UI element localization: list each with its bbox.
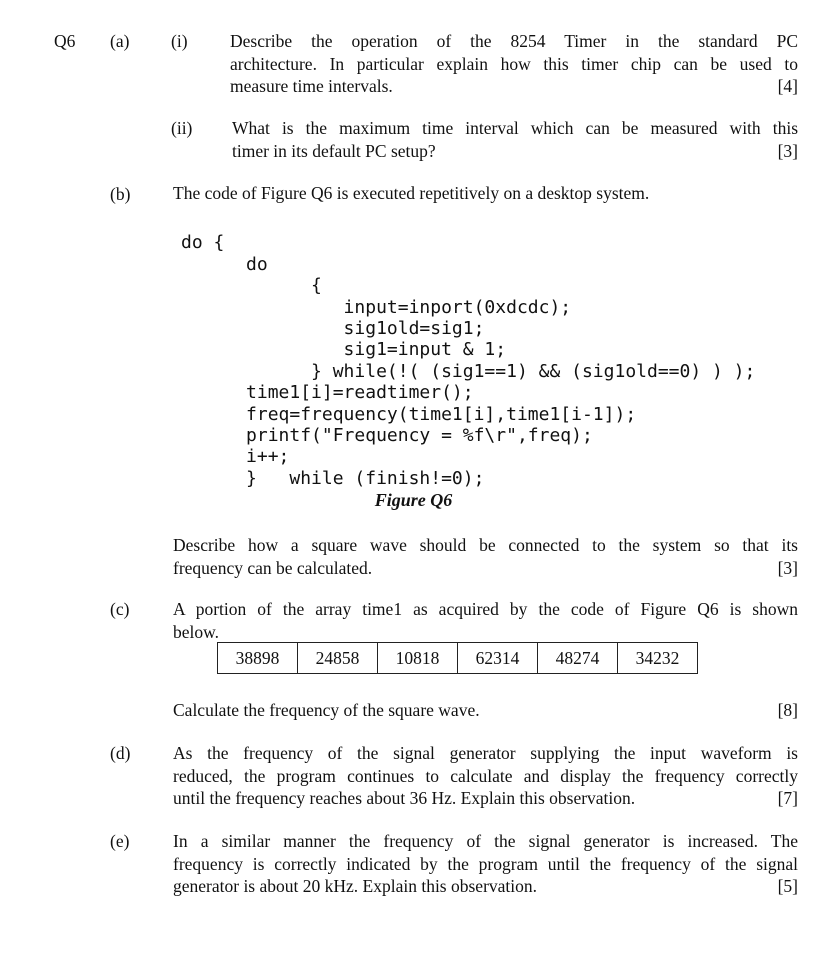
marks-d: [7]	[777, 788, 798, 808]
marks-b: [3]	[777, 557, 798, 578]
table-cell: 34232	[618, 643, 698, 674]
part-c-text	[173, 598, 798, 643]
table-cell: 24858	[298, 643, 378, 674]
text-line: frequency can be calculated.	[173, 557, 373, 578]
figure-caption: Figure Q6	[374, 490, 453, 510]
code-line: {	[181, 275, 322, 297]
question-number: Q6	[54, 31, 76, 51]
code-line: } while (finish!=0);	[181, 467, 485, 489]
part-d-text	[173, 742, 798, 810]
code-line: i++;	[181, 446, 290, 468]
code-line: } while(!( (sig1==1) && (sig1old==0) ) );	[181, 360, 756, 382]
text-line: frequency is correctly indicated by the program until the frequency of the signal	[173, 853, 798, 874]
text-line: Calculate the frequency of the square wave.	[173, 700, 480, 720]
part-b-describe	[173, 534, 798, 579]
marks-a-i: [4]	[777, 76, 798, 96]
marks-c: [8]	[777, 700, 798, 720]
part-e-text	[173, 830, 798, 898]
code-line: input=inport(0xdcdc);	[181, 296, 572, 318]
text-line: What is the maximum time interval which can be measured with this	[232, 118, 798, 138]
marks-a-ii: [3]	[777, 140, 798, 161]
table-cell: 38898	[218, 643, 298, 674]
code-line: sig1old=sig1;	[181, 318, 485, 340]
text-line: Describe the operation of the 8254 Timer in the standard PC	[230, 31, 798, 51]
text-line: architecture. In particular explain how this timer chip can be used to	[230, 53, 798, 74]
text-line: As the frequency of the signal generator supplying the input waveform is	[173, 743, 798, 763]
part-a-ii-text	[232, 117, 798, 162]
text-line: timer in its default PC setup?	[232, 140, 436, 161]
part-c-calc	[173, 699, 798, 722]
part-a-i-text	[230, 30, 798, 98]
text-line: measure time intervals.	[230, 76, 393, 96]
code-line: do {	[181, 232, 225, 254]
table-cell: 48274	[538, 643, 618, 674]
part-c-label: (c)	[110, 599, 130, 619]
text-line: below.	[173, 621, 220, 642]
code-line: printf("Frequency = %f\r",freq);	[181, 425, 593, 447]
code-line: sig1=input & 1;	[181, 339, 507, 361]
code-line: freq=frequency(time1[i],time1[i-1]);	[181, 403, 637, 425]
time1-values-table	[217, 642, 698, 674]
part-b-intro: The code of Figure Q6 is executed repetitively on a desktop system.	[173, 183, 650, 203]
code-line: do	[181, 253, 268, 275]
text-line: In a similar manner the frequency of the signal generator is increased. The	[173, 831, 798, 851]
table-cell: 62314	[458, 643, 538, 674]
text-line: A portion of the array time1 as acquired by the code of Figure Q6 is shown	[173, 599, 798, 619]
table-cell: 10818	[378, 643, 458, 674]
text-line: Describe how a square wave should be connected to the system so that its	[173, 535, 798, 555]
code-listing	[181, 211, 755, 511]
part-d-label: (d)	[110, 743, 131, 763]
part-a-i-label: (i)	[171, 31, 188, 51]
text-line: reduced, the program continues to calculate and display the frequency correctly	[173, 765, 798, 786]
code-line: time1[i]=readtimer();	[181, 382, 474, 404]
text-line: generator is about 20 kHz. Explain this observation.	[173, 876, 538, 896]
part-a-label: (a)	[110, 31, 130, 51]
part-e-label: (e)	[110, 831, 130, 851]
part-b-label: (b)	[110, 184, 131, 204]
marks-e: [5]	[777, 876, 798, 896]
part-a-ii-label: (ii)	[171, 118, 193, 138]
table-row	[218, 643, 698, 674]
text-line: until the frequency reaches about 36 Hz. Explain this observation.	[173, 788, 636, 808]
